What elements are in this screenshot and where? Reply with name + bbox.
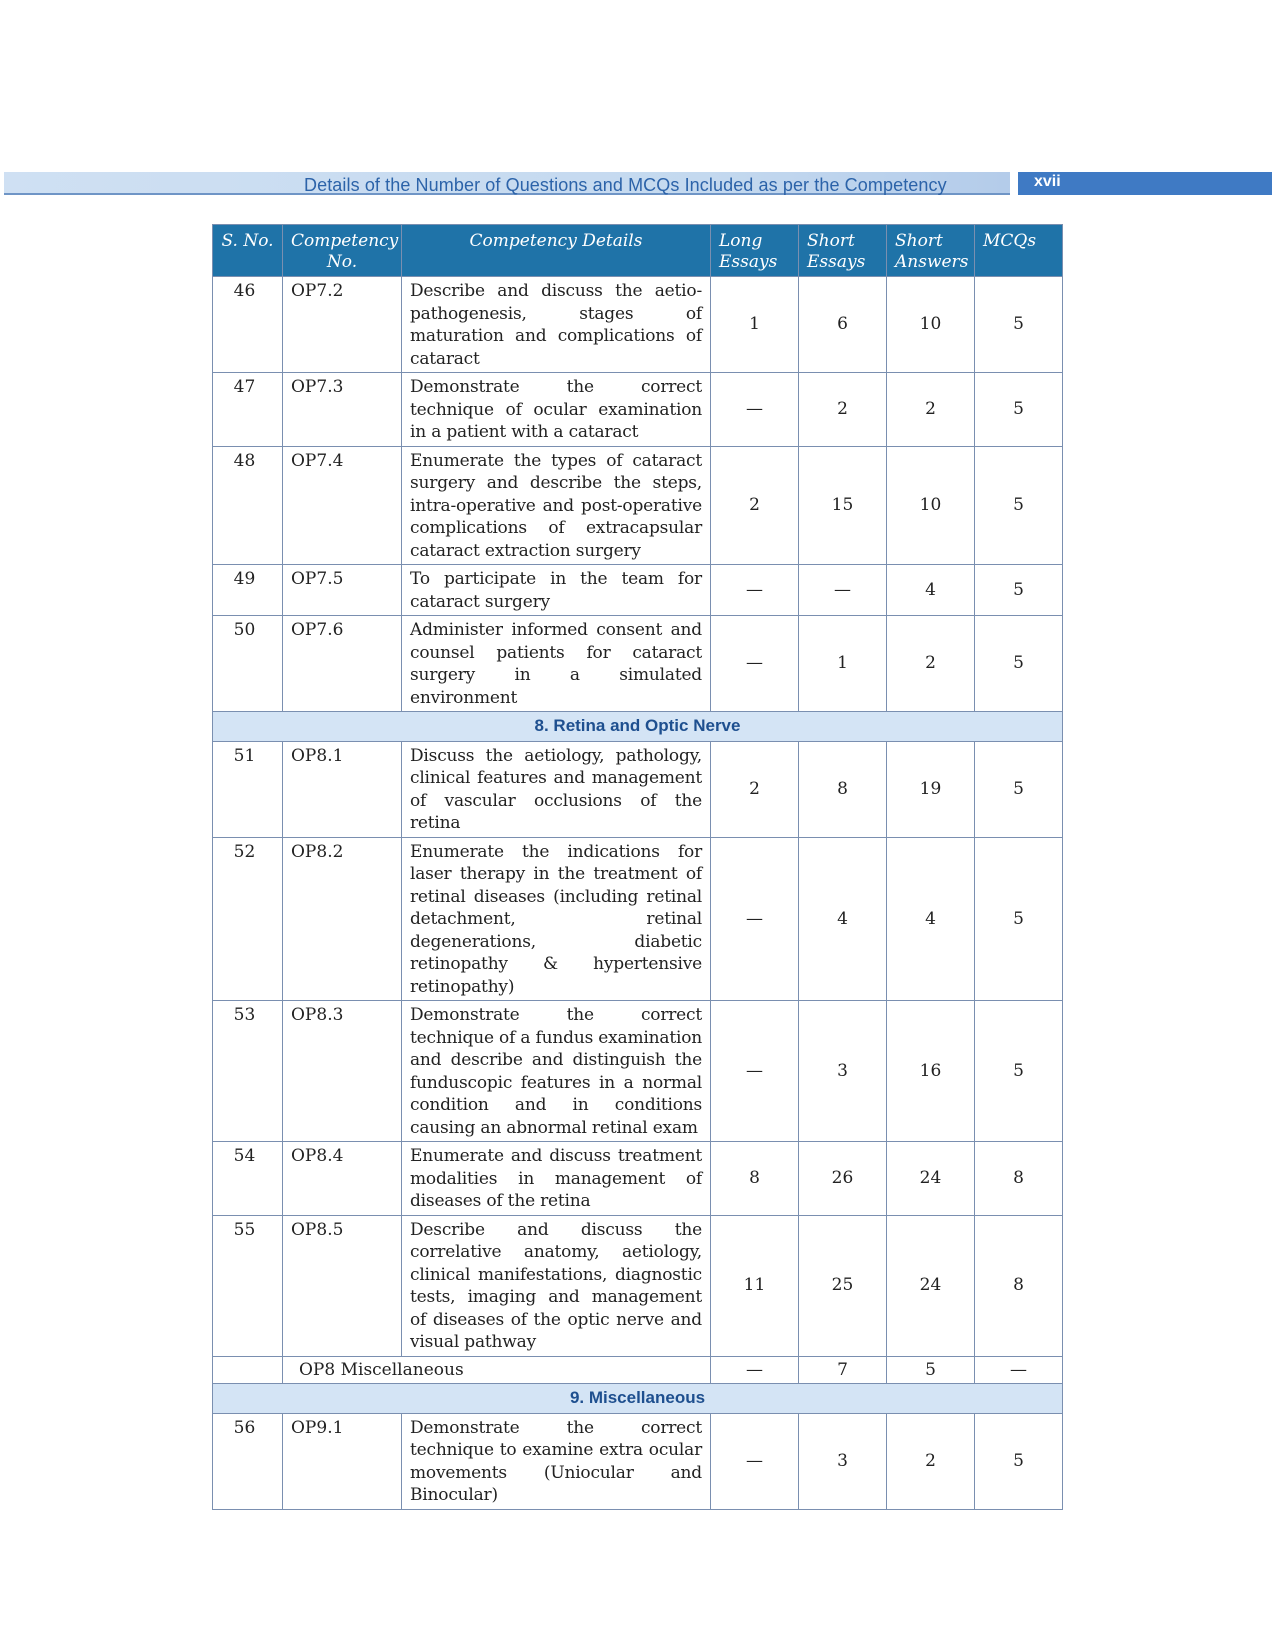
cell-sno: 52 [213, 837, 283, 1001]
cell-competency-details: Administer informed consent and counsel patients for cataract surgery in a simulated environment [402, 616, 711, 712]
section-heading-miscellaneous: 9. Miscellaneous [213, 1384, 1063, 1414]
cell-short-answers: 10 [887, 277, 975, 373]
cell-short-essays: 3 [799, 1413, 887, 1509]
cell-mcqs: 5 [975, 616, 1063, 712]
cell-short-answers: 10 [887, 446, 975, 565]
cell-short-essays: 8 [799, 741, 887, 837]
cell-short-answers: 2 [887, 373, 975, 447]
table-row [213, 1215, 1063, 1356]
cell-short-answers: 5 [887, 1356, 975, 1384]
page-number: xvii [1034, 173, 1061, 190]
cell-mcqs: 5 [975, 1001, 1063, 1142]
cell-long-essays: 2 [711, 741, 799, 837]
cell-short-essays: 15 [799, 446, 887, 565]
cell-mcqs: 8 [975, 1215, 1063, 1356]
cell-competency-no: OP7.5 [283, 565, 402, 616]
cell-mcqs: 5 [975, 446, 1063, 565]
cell-long-essays: 11 [711, 1215, 799, 1356]
cell-sno: 50 [213, 616, 283, 712]
page-number-tab [1018, 172, 1272, 195]
table-row [213, 277, 1063, 373]
table-header-row [213, 225, 1063, 277]
cell-short-answers: 4 [887, 565, 975, 616]
table-row [213, 565, 1063, 616]
competency-table [212, 224, 1063, 1510]
cell-long-essays: — [711, 1001, 799, 1142]
cell-sno: 51 [213, 741, 283, 837]
header-mcqs: MCQs [975, 225, 1063, 277]
cell-competency-no: OP9.1 [283, 1413, 402, 1509]
cell-competency-details: Discuss the aetiology, pathology, clinical features and management of vascular occlusions of the retina [402, 741, 711, 837]
cell-short-essays: 3 [799, 1001, 887, 1142]
section-row [213, 1384, 1063, 1414]
cell-sno: 55 [213, 1215, 283, 1356]
cell-competency-details: Enumerate and discuss treatment modalities in management of diseases of the retina [402, 1142, 711, 1216]
cell-mcqs: — [975, 1356, 1063, 1384]
cell-sno-empty [213, 1356, 283, 1384]
op8-misc-label: OP8 Miscellaneous [299, 1359, 464, 1380]
table-row [213, 1413, 1063, 1509]
running-header-title: Details of the Number of Questions and MCQs Included as per the Competency [304, 175, 947, 195]
cell-short-answers: 2 [887, 1413, 975, 1509]
cell-competency-details: Describe and discuss the correlative anatomy, aetiology, clinical manifestations, diagnostic tests, imaging and management of diseases of the optic nerve and visual pathway [402, 1215, 711, 1356]
cell-short-essays: 1 [799, 616, 887, 712]
cell-mcqs: 5 [975, 565, 1063, 616]
table-row [213, 1001, 1063, 1142]
cell-mcqs: 5 [975, 1413, 1063, 1509]
cell-long-essays: — [711, 616, 799, 712]
cell-mcqs: 5 [975, 373, 1063, 447]
cell-long-essays: 1 [711, 277, 799, 373]
cell-long-essays: — [711, 373, 799, 447]
cell-long-essays: — [711, 1356, 799, 1384]
table-row [213, 373, 1063, 447]
cell-competency-details: Describe and discuss the aetio-pathogenesis, stages of maturation and complications of cataract [402, 277, 711, 373]
cell-short-answers: 19 [887, 741, 975, 837]
cell-sno: 46 [213, 277, 283, 373]
cell-competency-no: OP8.5 [283, 1215, 402, 1356]
cell-competency-no: OP7.3 [283, 373, 402, 447]
header-short-essays: Short Essays [799, 225, 887, 277]
table-row [213, 1142, 1063, 1216]
cell-long-essays: — [711, 837, 799, 1001]
cell-competency-no: OP7.2 [283, 277, 402, 373]
cell-short-essays: 6 [799, 277, 887, 373]
table-row-misc [213, 1356, 1063, 1384]
header-long-essays: Long Essays [711, 225, 799, 277]
table-row [213, 837, 1063, 1001]
cell-mcqs: 5 [975, 741, 1063, 837]
cell-short-answers: 16 [887, 1001, 975, 1142]
cell-short-answers: 24 [887, 1215, 975, 1356]
cell-short-answers: 2 [887, 616, 975, 712]
cell-mcqs: 5 [975, 277, 1063, 373]
cell-mcqs: 5 [975, 837, 1063, 1001]
section-heading-retina: 8. Retina and Optic Nerve [213, 712, 1063, 742]
cell-short-essays: 26 [799, 1142, 887, 1216]
cell-mcqs: 8 [975, 1142, 1063, 1216]
cell-competency-no: OP8.1 [283, 741, 402, 837]
cell-long-essays: 8 [711, 1142, 799, 1216]
header-sno: S. No. [213, 225, 283, 277]
cell-competency-details: To participate in the team for cataract surgery [402, 565, 711, 616]
cell-short-answers: 24 [887, 1142, 975, 1216]
running-header-band [4, 172, 1010, 195]
cell-sno: 48 [213, 446, 283, 565]
cell-long-essays: — [711, 565, 799, 616]
section-row [213, 712, 1063, 742]
cell-short-essays: 25 [799, 1215, 887, 1356]
header-competency-details: Competency Details [402, 225, 711, 277]
header-short-answers: Short Answers [887, 225, 975, 277]
cell-sno: 47 [213, 373, 283, 447]
cell-competency-details: Demonstrate the correct technique of ocular examination in a patient with a cataract [402, 373, 711, 447]
header-competency-no: Competency No. [283, 225, 402, 277]
cell-sno: 56 [213, 1413, 283, 1509]
cell-sno: 53 [213, 1001, 283, 1142]
cell-long-essays: — [711, 1413, 799, 1509]
cell-sno: 54 [213, 1142, 283, 1216]
cell-short-answers: 4 [887, 837, 975, 1001]
cell-short-essays: 4 [799, 837, 887, 1001]
cell-op8-miscellaneous [283, 1356, 711, 1384]
table-row [213, 616, 1063, 712]
cell-short-essays: 2 [799, 373, 887, 447]
cell-competency-no: OP7.6 [283, 616, 402, 712]
table-row [213, 741, 1063, 837]
cell-competency-no: OP7.4 [283, 446, 402, 565]
cell-competency-no: OP8.4 [283, 1142, 402, 1216]
table-row [213, 446, 1063, 565]
cell-competency-details: Demonstrate the correct technique to examine extra ocular movements (Uniocular and Binocular) [402, 1413, 711, 1509]
cell-sno: 49 [213, 565, 283, 616]
cell-long-essays: 2 [711, 446, 799, 565]
running-header [0, 168, 1275, 196]
cell-competency-details: Enumerate the indications for laser therapy in the treatment of retinal diseases (including retinal detachment, retinal degenerations, diabetic retinopathy & hypertensive retinopathy) [402, 837, 711, 1001]
cell-short-essays: 7 [799, 1356, 887, 1384]
cell-competency-details: Demonstrate the correct technique of a fundus examination and describe and distinguish the funduscopic features in a normal condition and in conditions causing an abnormal retinal exam [402, 1001, 711, 1142]
cell-competency-details: Enumerate the types of cataract surgery and describe the steps, intra-operative and post-operative complications of extracapsular cataract extraction surgery [402, 446, 711, 565]
cell-short-essays: — [799, 565, 887, 616]
cell-competency-no: OP8.3 [283, 1001, 402, 1142]
cell-competency-no: OP8.2 [283, 837, 402, 1001]
